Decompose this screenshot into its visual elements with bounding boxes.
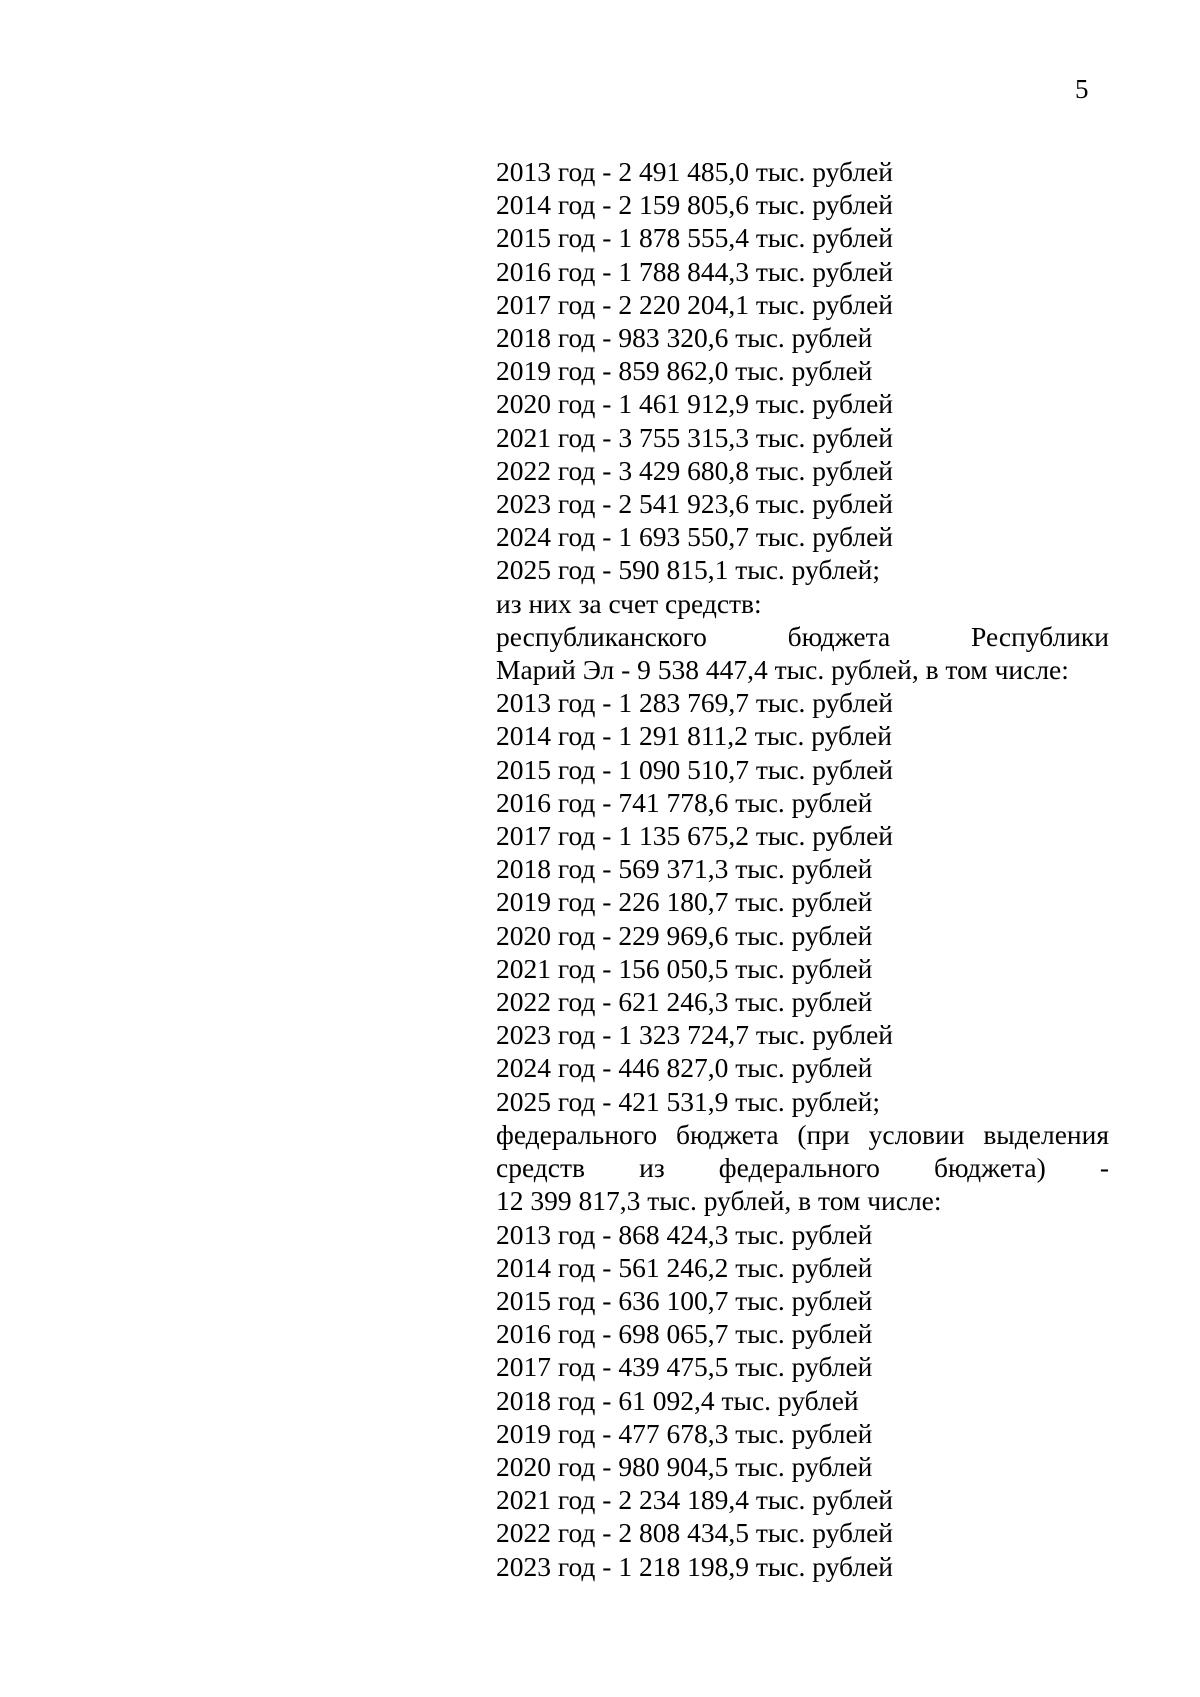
year-line: 2021 год - 2 234 189,4 тыс. рублей: [496, 1484, 894, 1516]
year-line: 2017 год - 439 475,5 тыс. рублей: [496, 1351, 873, 1383]
year-line: 2018 год - 983 320,6 тыс. рублей: [496, 322, 873, 354]
year-line: 2019 год - 477 678,3 тыс. рублей: [496, 1417, 873, 1449]
year-line: 2014 год - 2 159 805,6 тыс. рублей: [496, 189, 894, 221]
year-line: 2023 год - 1 218 198,9 тыс. рублей: [496, 1550, 894, 1582]
year-line: 2017 год - 2 220 204,1 тыс. рублей: [496, 288, 894, 320]
year-line: 2016 год - 1 788 844,3 тыс. рублей: [496, 255, 894, 287]
year-line: 2014 год - 561 246,2 тыс. рублей: [496, 1251, 873, 1283]
federal-heading-line1: федерального бюджета (при условии выделения: [496, 1118, 1109, 1150]
republic-budget-section: [496, 620, 1109, 1118]
year-line: 2019 год - 226 180,7 тыс. рублей: [496, 886, 873, 918]
year-line: 2024 год - 446 827,0 тыс. рублей: [496, 1052, 873, 1084]
page-number: 5: [1075, 74, 1089, 104]
republic-heading-line2: Марий Эл - 9 538 447,4 тыс. рублей, в том числе:: [496, 654, 1069, 686]
year-line: 2020 год - 1 461 912,9 тыс. рублей: [496, 388, 894, 420]
year-line: 2019 год - 859 862,0 тыс. рублей: [496, 355, 873, 387]
year-line: 2013 год - 1 283 769,7 тыс. рублей: [496, 687, 894, 719]
year-line: 2020 год - 980 904,5 тыс. рублей: [496, 1450, 873, 1482]
year-line: 2018 год - 569 371,3 тыс. рублей: [496, 853, 873, 885]
year-line: 2016 год - 741 778,6 тыс. рублей: [496, 786, 873, 818]
year-line: 2022 год - 621 246,3 тыс. рублей: [496, 986, 873, 1018]
year-line: 2013 год - 2 491 485,0 тыс. рублей: [496, 156, 894, 187]
republic-heading-line1: республиканского бюджета Республики: [496, 620, 1109, 652]
federal-heading-line2: средств из федерального бюджета) -: [496, 1152, 1109, 1184]
year-line: 2020 год - 229 969,6 тыс. рублей: [496, 919, 873, 951]
year-line: 2017 год - 1 135 675,2 тыс. рублей: [496, 820, 894, 852]
year-line: 2013 год - 868 424,3 тыс. рублей: [496, 1218, 873, 1250]
year-line: 2021 год - 3 755 315,3 тыс. рублей: [496, 421, 894, 453]
year-line: 2021 год - 156 050,5 тыс. рублей: [496, 952, 873, 984]
year-line: 2024 год - 1 693 550,7 тыс. рублей: [496, 521, 894, 553]
year-line: 2023 год - 1 323 724,7 тыс. рублей: [496, 1019, 894, 1051]
year-line: 2014 год - 1 291 811,2 тыс. рублей: [496, 720, 892, 752]
year-line: 2015 год - 1 090 510,7 тыс. рублей: [496, 753, 894, 785]
year-line: 2022 год - 3 429 680,8 тыс. рублей: [496, 454, 894, 486]
year-line: 2018 год - 61 092,4 тыс. рублей: [496, 1384, 859, 1416]
year-line: 2015 год - 1 878 555,4 тыс. рублей: [496, 222, 894, 254]
funding-intro: из них за счет средств:: [496, 587, 762, 619]
total-funding-list: [496, 155, 1109, 587]
year-line: 2022 год - 2 808 434,5 тыс. рублей: [496, 1517, 894, 1549]
document-body: [496, 155, 1109, 1583]
year-line: 2015 год - 636 100,7 тыс. рублей: [496, 1284, 873, 1316]
year-line: 2025 год - 421 531,9 тыс. рублей;: [496, 1085, 881, 1117]
year-line: 2025 год - 590 815,1 тыс. рублей;: [496, 554, 881, 586]
federal-budget-section: [496, 1118, 1109, 1583]
year-line: 2023 год - 2 541 923,6 тыс. рублей: [496, 488, 894, 520]
year-line: 2016 год - 698 065,7 тыс. рублей: [496, 1318, 873, 1350]
federal-heading-line3: 12 399 817,3 тыс. рублей, в том числе:: [496, 1185, 942, 1217]
